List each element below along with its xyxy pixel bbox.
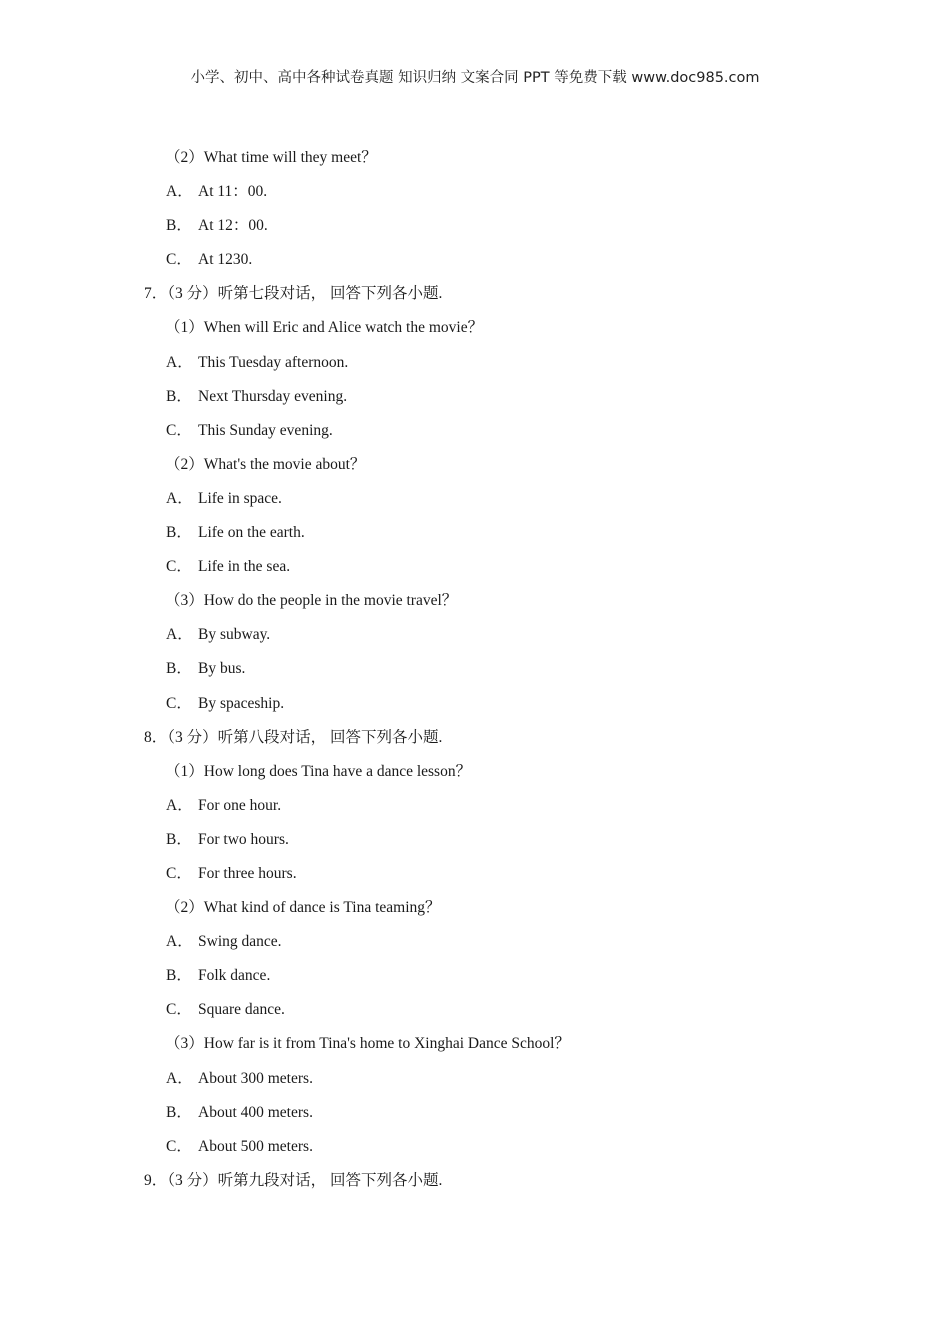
option-text: By bus. [198,660,246,678]
option-line [0,346,950,380]
question-text: （2）What kind of dance is Tina teaming？ [165,899,441,917]
question-line [0,1027,950,1061]
option-line [0,209,950,243]
option-line [0,1130,950,1164]
question-text: （1）How long does Tina have a dance lesson？ [165,762,472,780]
option-line [0,175,950,209]
section-heading [0,1164,950,1198]
option-line [0,687,950,721]
section-text: 9．（3 分）听第九段对话， 回答下列各小题. [144,1171,443,1189]
option-line [0,823,950,857]
option-line [0,550,950,584]
option-letter: C． [166,421,192,439]
option-letter: A． [166,626,193,644]
section-heading [0,277,950,311]
option-text: About 400 meters. [198,1103,313,1121]
option-line [0,993,950,1027]
option-text: About 300 meters. [198,1069,313,1087]
option-line [0,857,950,891]
option-letter: B． [166,524,192,542]
option-line [0,380,950,414]
option-letter: B． [166,217,192,235]
option-text: Life on the earth. [198,524,305,542]
page-header-banner: 小学、初中、高中各种试卷真题 知识归纳 文案合同 PPT 等免费下载 www.doc985.com [190,70,760,86]
option-line [0,1062,950,1096]
option-text: This Sunday evening. [198,421,333,439]
option-letter: B． [166,967,192,985]
option-letter: C． [166,558,192,576]
question-text: （2）What's the movie about？ [165,455,366,473]
question-line [0,311,950,345]
question-line [0,755,950,789]
question-line [0,141,950,175]
option-text: For two hours. [198,830,289,848]
option-line [0,414,950,448]
section-heading [0,721,950,755]
question-line [0,584,950,618]
option-letter: B． [166,1103,192,1121]
option-letter: A． [166,796,193,814]
option-text: For three hours. [198,864,297,882]
option-letter: C． [166,694,192,712]
option-line [0,516,950,550]
option-text: By spaceship. [198,694,285,712]
option-line [0,618,950,652]
question-text: （3）How far is it from Tina's home to Xinghai Dance School？ [165,1035,570,1053]
question-line [0,891,950,925]
section-text: 8．（3 分）听第八段对话， 回答下列各小题. [144,728,443,746]
option-text: At 1230. [198,251,253,269]
option-letter: A． [166,183,193,201]
option-line [0,925,950,959]
option-letter: A． [166,489,193,507]
option-letter: C． [166,1137,192,1155]
section-text: 7．（3 分）听第七段对话， 回答下列各小题. [144,285,443,303]
option-text: Life in the sea. [198,558,291,576]
option-line [0,243,950,277]
option-line [0,959,950,993]
option-line [0,1096,950,1130]
option-text: About 500 meters. [198,1137,313,1155]
option-letter: C． [166,1001,192,1019]
option-letter: C． [166,251,192,269]
question-text: （3）How do the people in the movie travel？ [165,592,458,610]
question-text: （1）When will Eric and Alice watch the movie？ [165,319,484,337]
option-line [0,482,950,516]
option-text: Square dance. [198,1001,285,1019]
option-text: For one hour. [198,796,282,814]
option-text: Next Thursday evening. [198,387,348,405]
option-letter: B． [166,660,192,678]
option-letter: B． [166,830,192,848]
option-text: At 11：00. [198,183,268,201]
option-text: This Tuesday afternoon. [198,353,349,371]
option-text: Life in space. [198,489,282,507]
option-letter: A． [166,353,193,371]
question-text: （2）What time will they meet？ [165,149,377,166]
option-text: Swing dance. [198,933,282,951]
option-letter: A． [166,933,193,951]
question-line [0,448,950,482]
option-line [0,652,950,686]
exam-content [0,141,950,1198]
option-text: By subway. [198,626,271,644]
option-text: At 12：00. [198,217,268,235]
option-line [0,789,950,823]
option-letter: C． [166,864,192,882]
option-text: Folk dance. [198,967,271,985]
option-letter: B． [166,387,192,405]
option-letter: A． [166,1069,193,1087]
